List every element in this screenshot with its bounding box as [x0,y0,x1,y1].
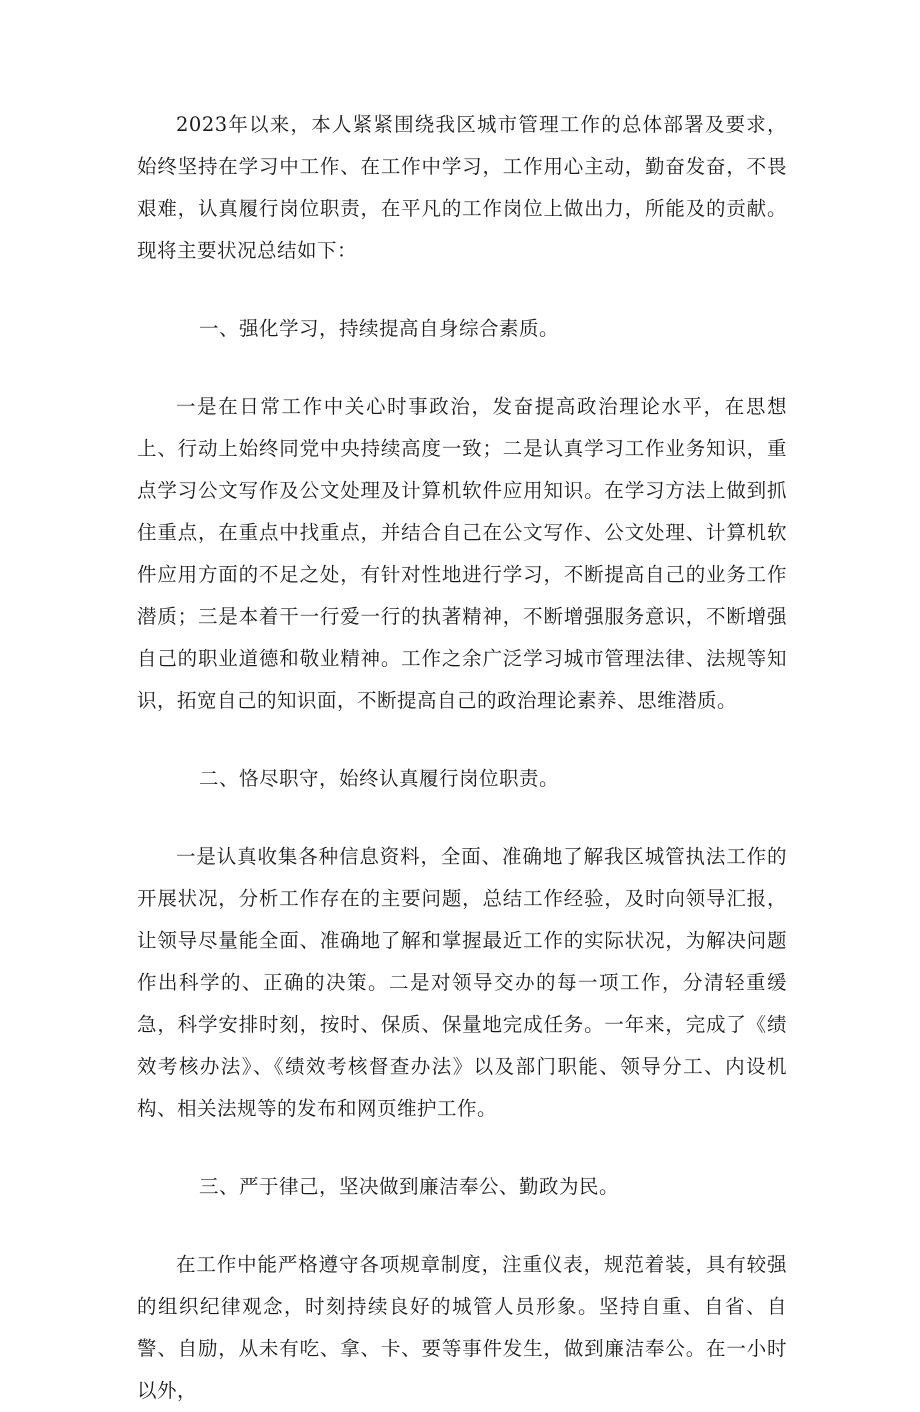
spacer [137,1130,787,1166]
section-1-heading: 一、强化学习，持续提高自身综合素质。 [199,317,560,340]
section-1-body: 一是在日常工作中关心时事政治，发奋提高政治理论水平，在思想上、行动上始终同党中央持续高度一致；二是认真学习工作业务知识，重点学习公文写作及公文处理及计算机软件应用知识。在学习方法上做到抓住重点，在重点中找重点，并结合自己在公文写作、公文处理、计算机软件应用方面的不足之处，有针对性地进行学习，不断提高自己的业务工作潜质；三是本着干一行爱一行的执著精神，不断增强服务意识，不断增强自己的职业道德和敬业精神。工作之余广泛学习城市管理法律、法规等知识，拓宽自己的知识面，不断提高自己的政治理论素养、思维潜质。 [137,395,787,712]
spacer [137,350,787,386]
spacer [137,722,787,758]
section-3-body: 在工作中能严格遵守各项规章制度，注重仪表，规范着装，具有较强的组织纪律观念，时刻持续良好的城管人员形象。坚持自重、自省、自警、自励，从未有吃、拿、卡、要等事件发生，做到廉洁奉公。在一小时以外， [137,1253,787,1402]
section-2-heading: 二、恪尽职守，始终认真履行岗位职责。 [199,767,560,790]
document-page [137,104,787,1412]
spacer [137,272,787,308]
spacer [137,1208,787,1244]
section-3-heading: 三、严于律己，坚决做到廉洁奉公、勤政为民。 [199,1175,620,1198]
section-2-body: 一是认真收集各种信息资料，全面、准确地了解我区城管执法工作的开展状况，分析工作存在的主要问题，总结工作经验，及时向领导汇报，让领导尽量能全面、准确地了解和掌握最近工作的实际状况，为解决问题作出科学的、正确的决策。二是对领导交办的每一项工作，分清轻重缓急，科学安排时刻，按时、保质、保量地完成任务。一年来，完成了《绩效考核办法》、《绩效考核督查办法》以及部门职能、领导分工、内设机构、相关法规等的发布和网页维护工作。 [137,845,787,1120]
spacer [137,800,787,836]
intro-paragraph: 2023年以来，本人紧紧围绕我区城市管理工作的总体部署及要求，始终坚持在学习中工作、在工作中学习，工作用心主动，勤奋发奋，不畏艰难，认真履行岗位职责，在平凡的工作岗位上做出力，所能及的贡献。现将主要状况总结如下： [137,113,787,262]
